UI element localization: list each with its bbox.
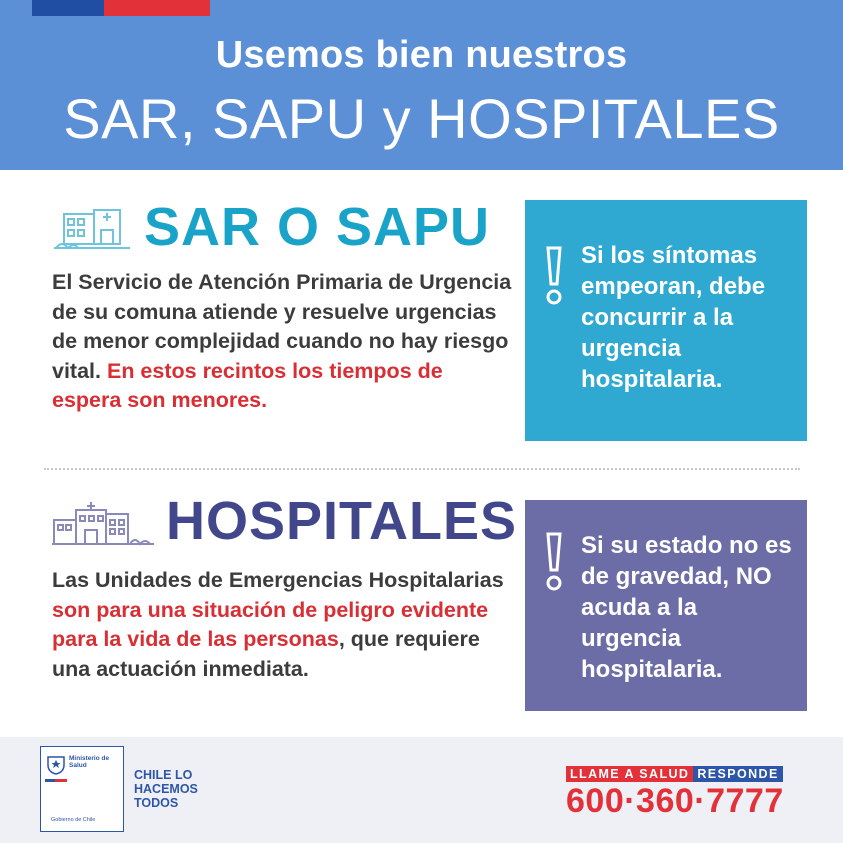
sar-alert-box [525, 200, 807, 441]
sar-title: SAR O SAPU [144, 197, 491, 257]
hospitales-description [52, 566, 512, 684]
exclamation-icon [543, 246, 565, 306]
hospitales-description-text-2: , que requiere una actuación inmediata. [52, 627, 480, 681]
hospital-building-icon [52, 500, 154, 550]
phone-number[interactable]: 600·360·7777 [566, 782, 784, 820]
hospitales-alert-box [525, 500, 807, 711]
title-line-1: Usemos bien nuestros [215, 34, 628, 76]
hospitales-alert-text: Si su estado no es de gravedad, NO acuda a la urgencia hospitalaria. [581, 532, 792, 683]
hospitales-description-highlight: son para una situación de peligro evidente para la vida de las personas [52, 597, 489, 651]
logo-stripe-blue [45, 779, 55, 782]
coat-of-arms-icon [45, 753, 67, 775]
sar-description-text: El Servicio de Atención Primaria de Urgencia de su comuna atiende y resuelve urgencias de menor complejidad cuando no hay riesgo vital. [52, 270, 512, 383]
llame-a-salud-label: LLAME A SALUD [566, 766, 693, 782]
hospitales-description-text-1: Las Unidades de Emergencias Hospitalarias [52, 568, 504, 592]
hospitales-title: HOSPITALES [166, 491, 518, 551]
header-banner [0, 0, 843, 170]
flag-stripe-blue [32, 0, 104, 16]
logo-ministerio-text: Ministerio de Salud [69, 755, 110, 769]
ministerio-salud-logo [40, 746, 124, 832]
section-divider [44, 468, 800, 470]
sar-description-highlight: En estos recintos los tiempos de espera son menores. [52, 358, 443, 412]
logo-stripe-red [55, 779, 67, 782]
slogan: CHILE LO HACEMOS TODOS [134, 768, 198, 810]
salud-responde-banner [566, 766, 783, 782]
clinic-building-icon [54, 208, 130, 252]
responde-label: RESPONDE [693, 766, 782, 782]
flag-stripe-red [104, 0, 210, 16]
logo-gobierno-text: Gobierno de Chile [51, 817, 96, 823]
sar-description [52, 268, 512, 416]
sar-alert-text: Si los síntomas empeoran, debe concurrir a la urgencia hospitalaria. [581, 242, 766, 393]
exclamation-icon [543, 532, 565, 592]
title-line-2: SAR, SAPU y HOSPITALES [63, 87, 780, 150]
